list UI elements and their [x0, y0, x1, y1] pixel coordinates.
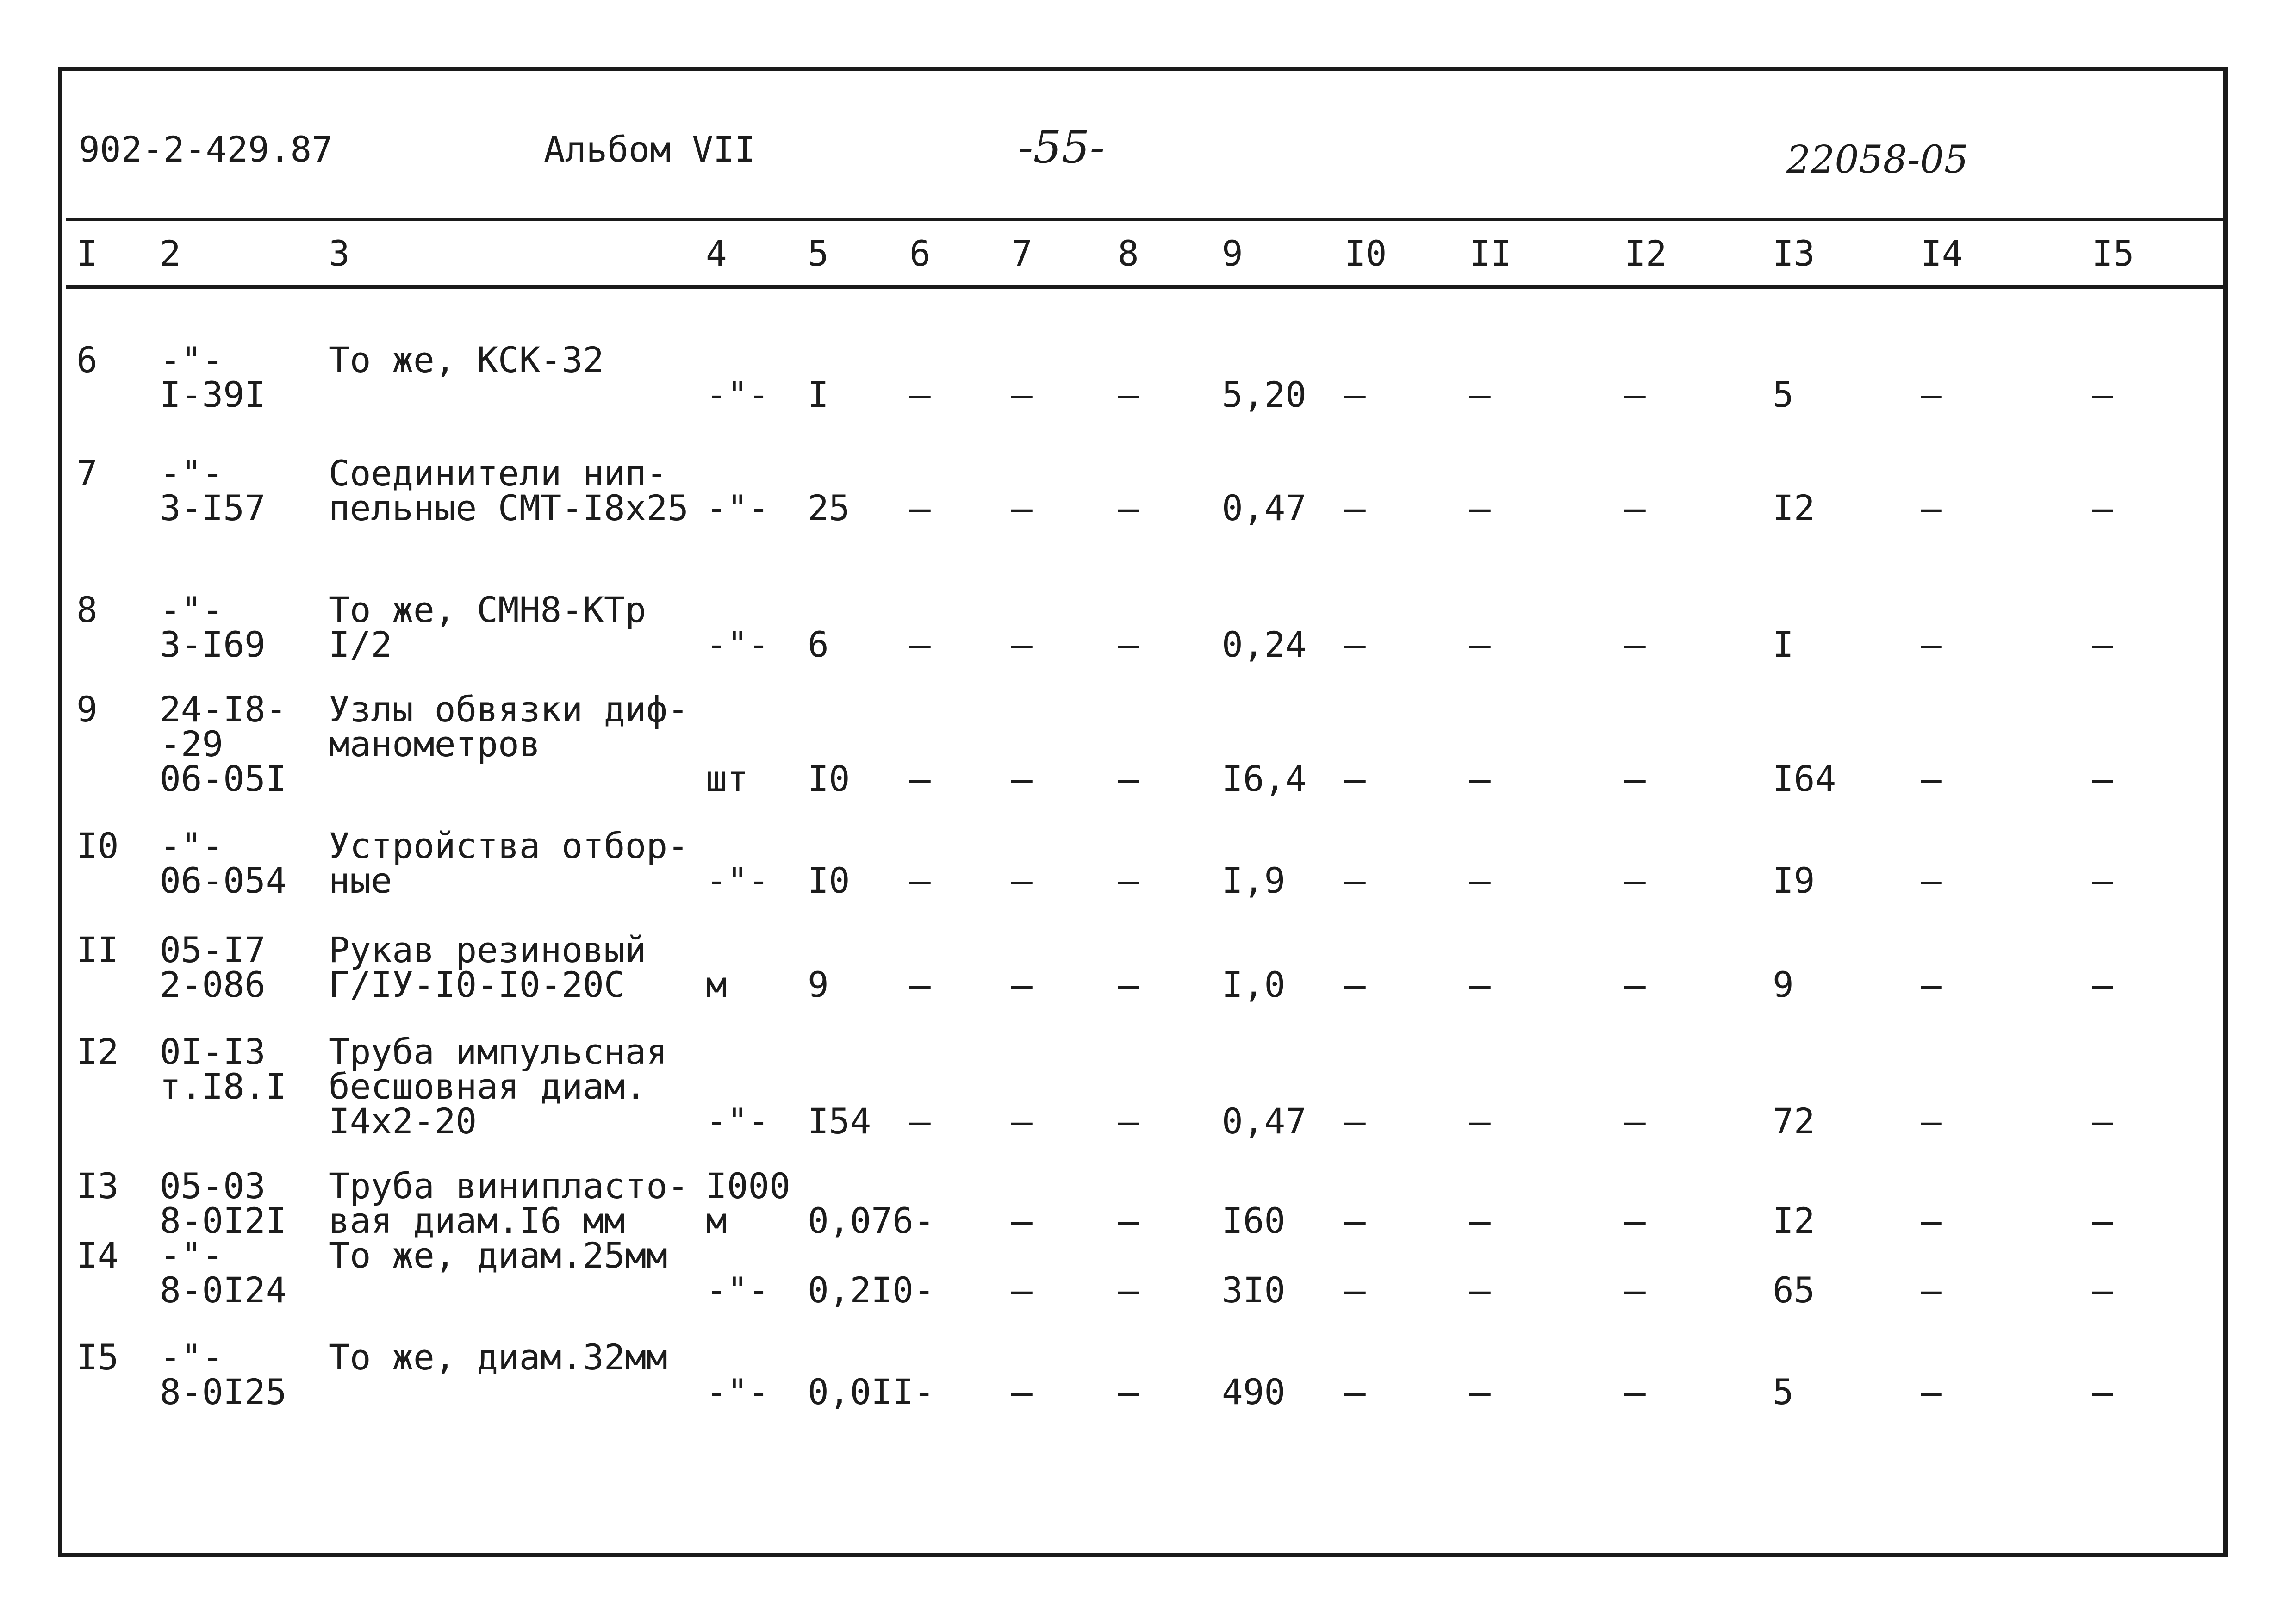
table-cell: 65: [1773, 1269, 1815, 1311]
table-cell: I: [1773, 624, 1794, 665]
table-cell: –: [1469, 487, 1491, 529]
column-header-4: 4: [706, 233, 727, 274]
table-cell: –: [1921, 1200, 1942, 1241]
table-cell: I2: [1773, 487, 1815, 529]
document-designation: 902-2-429.87: [79, 129, 333, 170]
table-cell: Узлы обвязки диф- манометров: [329, 689, 689, 765]
table-cell: -"-: [706, 374, 770, 415]
table-cell: –: [1921, 624, 1942, 665]
table-cell: I64: [1773, 758, 1836, 799]
column-header-7: 7: [1011, 233, 1033, 274]
table-cell: I3: [76, 1165, 119, 1206]
table-cell: I: [808, 374, 829, 415]
table-cell: 3I0: [1222, 1269, 1286, 1311]
page-number: -55-: [1018, 121, 1105, 173]
column-header-5: 5: [808, 233, 829, 274]
column-header-9: 9: [1222, 233, 1243, 274]
table-cell: Труба винипласто- вая диам.I6 мм: [329, 1165, 689, 1241]
table-cell: –: [1921, 374, 1942, 415]
table-cell: 0,47: [1222, 487, 1307, 529]
table-cell: –: [1344, 1200, 1366, 1241]
table-cell: –: [1118, 487, 1139, 529]
table-cell: I6,4: [1222, 758, 1307, 799]
table-cell: I,0: [1222, 964, 1286, 1005]
table-cell: I2: [76, 1031, 119, 1072]
table-cell: Соединители нип- пельные СМТ-I8х25: [329, 453, 689, 529]
table-cell: –: [1344, 487, 1366, 529]
table-cell: -"- 3-I57: [160, 453, 266, 529]
table-cell: –: [1921, 1101, 1942, 1142]
column-header-10: I0: [1344, 233, 1387, 274]
table-cell: -"- 3-I69: [160, 589, 266, 665]
table-cell: То же, КСК-32: [329, 339, 604, 380]
table-cell: –: [1118, 964, 1139, 1005]
table-cell: 05-I7 2-086: [160, 929, 266, 1005]
table-cell: –: [1011, 487, 1033, 529]
table-cell: Устройства отбор- ные: [329, 825, 689, 901]
table-cell: –: [1921, 964, 1942, 1005]
table-cell: –: [1469, 860, 1491, 901]
table-cell: I,9: [1222, 860, 1286, 901]
table-cell: –: [2092, 758, 2113, 799]
table-cell: –: [1469, 758, 1491, 799]
table-cell: -"- 06-054: [160, 825, 287, 901]
table-cell: -"- 8-0I25: [160, 1337, 287, 1412]
column-header-1: I: [76, 233, 98, 274]
table-cell: -"-: [706, 624, 770, 665]
table-cell: м: [706, 964, 727, 1005]
table-cell: –: [1469, 1371, 1491, 1412]
table-cell: –: [1624, 1269, 1646, 1311]
table-cell: 9: [76, 689, 98, 730]
column-header-12: I2: [1624, 233, 1667, 274]
column-header-15: I5: [2092, 233, 2134, 274]
column-header-14: I4: [1921, 233, 1963, 274]
table-cell: То же, диам.25мм: [329, 1235, 668, 1276]
table-cell: 5,20: [1222, 374, 1307, 415]
table-cell: –: [1011, 964, 1033, 1005]
table-cell: –: [1469, 964, 1491, 1005]
table-cell: –: [2092, 624, 2113, 665]
table-cell: –: [1624, 624, 1646, 665]
table-cell: –: [1469, 1200, 1491, 1241]
table-cell: II: [76, 929, 119, 970]
table-cell: –: [1344, 1371, 1366, 1412]
table-cell: –: [909, 964, 931, 1005]
table-cell: 05-03 8-0I2I: [160, 1165, 287, 1241]
album-label: Альбом VII: [544, 129, 756, 170]
table-cell: 24-I8- -29 06-05I: [160, 689, 287, 799]
table-cell: –: [1011, 374, 1033, 415]
table-cell: –: [1921, 487, 1942, 529]
table-cell: -"-: [706, 860, 770, 901]
table-cell: –: [1921, 1269, 1942, 1311]
table-cell: –: [909, 758, 931, 799]
table-cell: –: [1624, 964, 1646, 1005]
table-cell: –: [1344, 374, 1366, 415]
table-cell: -"-: [706, 487, 770, 529]
table-cell: -"-: [706, 1371, 770, 1412]
table-cell: –: [909, 374, 931, 415]
table-cell: –: [2092, 1269, 2113, 1311]
table-cell: -"-: [706, 1269, 770, 1311]
table-cell: шт: [706, 758, 748, 799]
table-cell: –: [1624, 860, 1646, 901]
table-cell: 0,0II-: [808, 1371, 935, 1412]
table-cell: –: [1011, 1101, 1033, 1142]
table-cell: I5: [76, 1337, 119, 1378]
table-cell: 5: [1773, 1371, 1794, 1412]
table-cell: 0,24: [1222, 624, 1307, 665]
table-cell: –: [1344, 964, 1366, 1005]
table-cell: –: [1921, 860, 1942, 901]
table-cell: –: [1011, 1371, 1033, 1412]
table-cell: Рукав резиновый Г/IУ-I0-I0-20С: [329, 929, 647, 1005]
table-cell: 0,076-: [808, 1200, 935, 1241]
table-cell: –: [2092, 860, 2113, 901]
table-cell: -"- 8-0I24: [160, 1235, 287, 1311]
table-cell: –: [2092, 1200, 2113, 1241]
table-cell: 5: [1773, 374, 1794, 415]
table-cell: I54: [808, 1101, 871, 1142]
table-cell: 72: [1773, 1101, 1815, 1142]
table-cell: –: [2092, 1371, 2113, 1412]
column-header-3: 3: [329, 233, 350, 274]
table-cell: 7: [76, 453, 98, 494]
header-top-rule: [66, 218, 2225, 221]
table-cell: I4: [76, 1235, 119, 1276]
table-cell: I60: [1222, 1200, 1286, 1241]
table-cell: –: [1344, 1269, 1366, 1311]
table-cell: 9: [1773, 964, 1794, 1005]
table-cell: –: [1011, 1200, 1033, 1241]
table-cell: I0: [808, 860, 850, 901]
table-cell: –: [1011, 860, 1033, 901]
table-cell: –: [1118, 1101, 1139, 1142]
table-cell: –: [1118, 624, 1139, 665]
table-cell: –: [1344, 758, 1366, 799]
table-cell: 6: [76, 339, 98, 380]
table-cell: –: [1344, 1101, 1366, 1142]
table-cell: 6: [808, 624, 829, 665]
table-cell: –: [1469, 1269, 1491, 1311]
table-cell: 490: [1222, 1371, 1286, 1412]
table-cell: –: [1011, 624, 1033, 665]
table-cell: 25: [808, 487, 850, 529]
table-cell: I000 м: [706, 1165, 791, 1241]
table-cell: –: [1011, 1269, 1033, 1311]
table-cell: –: [1921, 758, 1942, 799]
table-cell: I0: [76, 825, 119, 866]
table-cell: 0,2I0-: [808, 1269, 935, 1311]
table-cell: -"-: [706, 1101, 770, 1142]
column-header-11: II: [1469, 233, 1512, 274]
table-cell: –: [1624, 1371, 1646, 1412]
table-cell: –: [1469, 374, 1491, 415]
table-cell: –: [1011, 758, 1033, 799]
table-cell: –: [1624, 374, 1646, 415]
table-cell: –: [1921, 1371, 1942, 1412]
column-header-2: 2: [160, 233, 181, 274]
table-cell: –: [1624, 758, 1646, 799]
table-cell: –: [909, 624, 931, 665]
table-cell: –: [1344, 860, 1366, 901]
document-code: 22058-05: [1786, 138, 1968, 182]
table-cell: –: [1624, 487, 1646, 529]
table-cell: I9: [1773, 860, 1815, 901]
table-cell: То же, СМН8-КТр I/2: [329, 589, 647, 665]
page-frame: [58, 67, 2228, 1557]
table-cell: –: [1624, 1101, 1646, 1142]
table-cell: –: [909, 1101, 931, 1142]
table-cell: –: [909, 487, 931, 529]
table-cell: –: [1469, 1101, 1491, 1142]
table-cell: I0: [808, 758, 850, 799]
table-cell: 0I-I3 т.I8.I: [160, 1031, 287, 1107]
table-cell: –: [1118, 860, 1139, 901]
table-cell: –: [909, 860, 931, 901]
table-cell: –: [1118, 1200, 1139, 1241]
table-cell: –: [1118, 374, 1139, 415]
table-cell: 0,47: [1222, 1101, 1307, 1142]
table-cell: 8: [76, 589, 98, 630]
table-cell: 9: [808, 964, 829, 1005]
table-cell: –: [1624, 1200, 1646, 1241]
table-cell: –: [1118, 1371, 1139, 1412]
table-cell: –: [2092, 374, 2113, 415]
column-header-6: 6: [909, 233, 931, 274]
table-cell: -"- I-39I: [160, 339, 266, 415]
table-cell: I2: [1773, 1200, 1815, 1241]
table-cell: Труба импульсная бесшовная диам. I4х2-20: [329, 1031, 668, 1142]
header-bottom-rule: [66, 285, 2225, 289]
table-cell: То же, диам.32мм: [329, 1337, 668, 1378]
table-cell: –: [1118, 1269, 1139, 1311]
table-cell: –: [2092, 964, 2113, 1005]
table-cell: –: [2092, 487, 2113, 529]
column-header-8: 8: [1118, 233, 1139, 274]
table-cell: –: [1344, 624, 1366, 665]
column-header-13: I3: [1773, 233, 1815, 274]
table-cell: –: [1118, 758, 1139, 799]
table-cell: –: [1469, 624, 1491, 665]
table-cell: –: [2092, 1101, 2113, 1142]
